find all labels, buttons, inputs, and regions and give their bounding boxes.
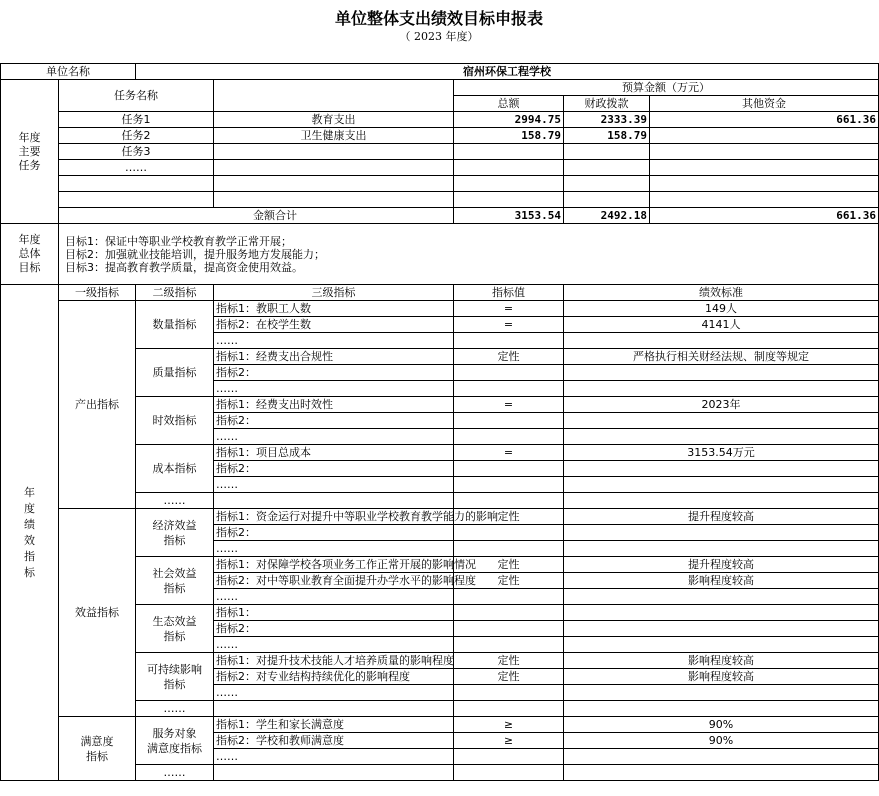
indicator-text: 指标2：学校和教师满意度 xyxy=(214,733,454,749)
indicator-standard xyxy=(564,637,879,653)
goals-text xyxy=(59,224,879,285)
task-content: 教育支出 xyxy=(214,112,454,128)
lvl2-label: 经济效益 指标 xyxy=(136,509,214,557)
indicator-value xyxy=(454,429,564,445)
indicator-standard: 严格执行相关财经法规、制度等规定 xyxy=(564,349,879,365)
goal-line: 目标1：保证中等职业学校教育教学正常开展； xyxy=(65,234,292,248)
table-cell xyxy=(454,765,564,781)
indicator-text: 指标1：对提升技术技能人才培养质量的影响程度 xyxy=(214,653,454,669)
indicator-value xyxy=(454,621,564,637)
table-row xyxy=(1,160,879,176)
task-content xyxy=(214,160,454,176)
col-lvl1-header: 一级指标 xyxy=(59,285,136,301)
lvl2-label: 质量指标 xyxy=(136,349,214,397)
table-cell xyxy=(214,176,454,192)
task-total xyxy=(454,160,564,176)
table-cell xyxy=(564,176,650,192)
col-fiscal-header: 财政拨款 xyxy=(564,96,650,112)
indicator-standard xyxy=(564,333,879,349)
output-more: …… xyxy=(136,493,214,509)
task-fiscal: 158.79 xyxy=(564,128,650,144)
indicator-text: 指标1：经费支出合规性 xyxy=(214,349,454,365)
indicator-value xyxy=(454,637,564,653)
benefit-label: 效益指标 xyxy=(59,509,136,717)
col-standard-header: 绩效标准 xyxy=(564,285,879,301)
indicator-text: 指标2： xyxy=(214,621,454,637)
indicator-standard: 2023年 xyxy=(564,397,879,413)
table-row xyxy=(1,285,879,301)
output-label: 产出指标 xyxy=(59,301,136,509)
lvl2-label: 社会效益 指标 xyxy=(136,557,214,605)
indicator-text: 指标1： xyxy=(214,605,454,621)
task-other xyxy=(650,144,879,160)
task-name: 任务2 xyxy=(59,128,214,144)
col-value-header: 指标值 xyxy=(454,285,564,301)
indicator-standard: 3153.54万元 xyxy=(564,445,879,461)
budget-header: 预算金额（万元） xyxy=(454,80,879,96)
indicator-value xyxy=(454,461,564,477)
table-row xyxy=(1,144,879,160)
indicator-value: = xyxy=(454,397,564,413)
indicator-text: …… xyxy=(214,477,454,493)
unit-name-value: 宿州环保工程学校 xyxy=(136,64,879,80)
indicator-value xyxy=(454,333,564,349)
indicator-value xyxy=(454,413,564,429)
indicator-standard xyxy=(564,749,879,765)
task-total xyxy=(454,144,564,160)
task-content: 卫生健康支出 xyxy=(214,128,454,144)
indicator-value: ≥ xyxy=(454,717,564,733)
indicator-value xyxy=(454,605,564,621)
indicator-text: 指标1：资金运行对提升中等职业学校教育教学能力的影响 xyxy=(214,509,454,525)
task-other xyxy=(650,128,879,144)
indicators-section-label: 年 度 绩 效 指 标 xyxy=(1,285,59,781)
indicator-standard xyxy=(564,525,879,541)
indicator-standard: 90% xyxy=(564,733,879,749)
indicator-text: …… xyxy=(214,381,454,397)
table-cell xyxy=(454,176,564,192)
indicator-text: 指标2：对中等职业教育全面提升办学水平的影响程度 xyxy=(214,573,454,589)
table-cell xyxy=(214,493,454,509)
indicator-value: 定性 xyxy=(454,653,564,669)
unit-name-label: 单位名称 xyxy=(1,64,136,80)
lvl2-label: 时效指标 xyxy=(136,397,214,445)
lvl2-label: 生态效益 指标 xyxy=(136,605,214,653)
task-name: 任务3 xyxy=(59,144,214,160)
table-row xyxy=(1,192,879,208)
performance-table xyxy=(0,63,879,781)
indicator-value xyxy=(454,685,564,701)
indicator-standard xyxy=(564,589,879,605)
table-row xyxy=(1,64,879,80)
indicator-text: …… xyxy=(214,429,454,445)
indicator-standard: 提升程度较高 xyxy=(564,509,879,525)
goals-section-label: 年度 总体 目标 xyxy=(1,224,59,285)
indicator-text: …… xyxy=(214,541,454,557)
indicator-value: 定性 xyxy=(454,509,564,525)
table-cell xyxy=(564,192,650,208)
satisfaction-label: 满意度 指标 xyxy=(59,717,136,781)
sum-label: 金额合计 xyxy=(59,208,454,224)
indicator-standard xyxy=(564,477,879,493)
indicator-standard: 4141人 xyxy=(564,317,879,333)
task-name-header: 任务名称 xyxy=(59,80,214,112)
table-cell xyxy=(454,192,564,208)
task-fiscal xyxy=(564,160,650,176)
indicator-standard xyxy=(564,429,879,445)
indicator-value: 定性 xyxy=(454,573,564,589)
indicator-standard xyxy=(564,621,879,637)
indicator-text: 指标2： xyxy=(214,461,454,477)
goal-line: 目标3：提高教育教学质量，提高资金使用效益。 xyxy=(65,260,303,274)
indicator-standard: 影响程度较高 xyxy=(564,669,879,685)
indicator-text: …… xyxy=(214,685,454,701)
table-cell xyxy=(454,493,564,509)
task-other xyxy=(650,160,879,176)
lvl2-label: 数量指标 xyxy=(136,301,214,349)
table-cell xyxy=(214,765,454,781)
indicator-standard: 影响程度较高 xyxy=(564,573,879,589)
task-content xyxy=(214,144,454,160)
indicator-value: = xyxy=(454,317,564,333)
table-row xyxy=(1,80,879,96)
satisfaction-more: …… xyxy=(136,765,214,781)
indicator-value: 定性 xyxy=(454,669,564,685)
indicator-text: 指标2：在校学生数 xyxy=(214,317,454,333)
indicator-text: 指标1：学生和家长满意度 xyxy=(214,717,454,733)
indicator-value xyxy=(454,541,564,557)
task-content-header xyxy=(214,80,454,112)
sum-fiscal: 2492.18 xyxy=(564,208,650,224)
benefit-more: …… xyxy=(136,701,214,717)
table-row xyxy=(1,509,879,525)
table-cell xyxy=(564,701,879,717)
indicator-standard xyxy=(564,461,879,477)
goal-line: 目标2：加强就业技能培训，提升服务地方发展能力； xyxy=(65,247,325,261)
indicator-value: ≥ xyxy=(454,733,564,749)
table-cell xyxy=(214,192,454,208)
indicator-text: …… xyxy=(214,749,454,765)
indicator-value xyxy=(454,525,564,541)
sum-total: 3153.54 xyxy=(454,208,564,224)
col-lvl3-header: 三级指标 xyxy=(214,285,454,301)
indicator-value xyxy=(454,589,564,605)
table-row xyxy=(1,128,879,144)
indicator-text: …… xyxy=(214,333,454,349)
col-total-header: 总额 xyxy=(454,96,564,112)
task-total: 2994.75 xyxy=(454,112,564,128)
table-cell xyxy=(454,701,564,717)
indicator-standard: 影响程度较高 xyxy=(564,653,879,669)
indicator-text: 指标2： xyxy=(214,525,454,541)
indicator-standard: 90% xyxy=(564,717,879,733)
table-cell xyxy=(59,176,214,192)
sum-other: 661.36 xyxy=(650,208,879,224)
table-cell xyxy=(650,176,879,192)
indicator-text: 指标1：教职工人数 xyxy=(214,301,454,317)
indicator-standard: 149人 xyxy=(564,301,879,317)
lvl2-label: 成本指标 xyxy=(136,445,214,493)
task-other: 661.36 xyxy=(650,112,879,128)
table-cell xyxy=(59,192,214,208)
task-total: 158.79 xyxy=(454,128,564,144)
indicator-value xyxy=(454,749,564,765)
table-row xyxy=(1,112,879,128)
indicator-standard: 提升程度较高 xyxy=(564,557,879,573)
lvl2-label: 可持续影响 指标 xyxy=(136,653,214,701)
task-fiscal xyxy=(564,144,650,160)
table-row xyxy=(1,717,879,733)
col-lvl2-header: 二级指标 xyxy=(136,285,214,301)
indicator-value: = xyxy=(454,301,564,317)
table-cell xyxy=(564,765,879,781)
task-name: 任务1 xyxy=(59,112,214,128)
indicator-value: 定性 xyxy=(454,557,564,573)
indicator-text: 指标2： xyxy=(214,365,454,381)
indicator-standard xyxy=(564,381,879,397)
indicator-standard xyxy=(564,365,879,381)
table-row xyxy=(1,301,879,317)
year-note: （ 2023 年度） xyxy=(399,30,479,43)
indicator-value xyxy=(454,365,564,381)
table-row xyxy=(1,176,879,192)
page-title: 单位整体支出绩效目标申报表 xyxy=(334,9,543,28)
indicator-value: 定性 xyxy=(454,349,564,365)
indicator-standard xyxy=(564,605,879,621)
indicator-value xyxy=(454,477,564,493)
indicator-value xyxy=(454,381,564,397)
col-other-header: 其他资金 xyxy=(650,96,879,112)
indicator-standard xyxy=(564,685,879,701)
table-cell xyxy=(650,192,879,208)
indicator-text: 指标1：经费支出时效性 xyxy=(214,397,454,413)
indicator-text: 指标1：对保障学校各项业务工作正常开展的影响情况 xyxy=(214,557,454,573)
table-row xyxy=(1,208,879,224)
table-row xyxy=(1,224,879,285)
indicator-text: 指标2：对专业结构持续优化的影响程度 xyxy=(214,669,454,685)
lvl2-label: 服务对象 满意度指标 xyxy=(136,717,214,765)
indicator-text: …… xyxy=(214,589,454,605)
indicator-standard xyxy=(564,541,879,557)
table-cell xyxy=(214,701,454,717)
indicator-text: 指标2： xyxy=(214,413,454,429)
indicator-value: = xyxy=(454,445,564,461)
task-name: …… xyxy=(59,160,214,176)
table-cell xyxy=(564,493,879,509)
indicator-standard xyxy=(564,413,879,429)
indicator-text: …… xyxy=(214,637,454,653)
indicator-text: 指标1：项目总成本 xyxy=(214,445,454,461)
task-fiscal: 2333.39 xyxy=(564,112,650,128)
tasks-section-label: 年度 主要 任务 xyxy=(1,80,59,224)
